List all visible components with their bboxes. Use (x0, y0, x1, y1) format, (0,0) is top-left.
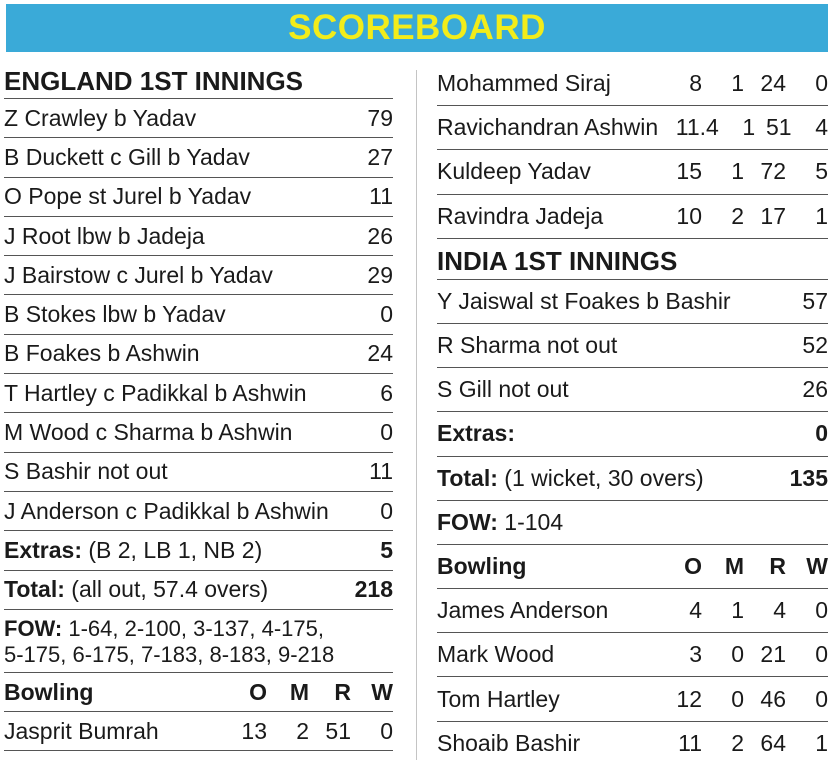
overs-header: O (684, 552, 702, 579)
left-column (4, 62, 393, 751)
runs-header: R (769, 552, 786, 579)
batsman-name: J Anderson c Padikkal b Ashwin (4, 497, 329, 524)
bowler-name: Mark Wood (437, 641, 555, 668)
batting-row (4, 335, 393, 374)
bowler-maidens: 2 (731, 729, 744, 756)
scoreboard-title: SCOREBOARD (6, 4, 828, 52)
bowling-header (4, 673, 393, 712)
extras-label: Extras: (4, 536, 82, 563)
batsman-name: O Pope st Jurel b Yadav (4, 183, 252, 210)
wickets-header: W (371, 678, 393, 705)
fow-label: FOW: (437, 508, 498, 535)
bowler-wickets: 1 (815, 202, 828, 229)
extras-row (4, 531, 393, 570)
batsman-runs: 26 (802, 376, 828, 403)
bowling-label: Bowling (4, 678, 94, 705)
batsman-name: J Bairstow c Jurel b Yadav (4, 261, 273, 288)
bowler-runs: 24 (760, 70, 786, 97)
bowler-overs: 4 (689, 597, 702, 624)
india-innings-heading: INDIA 1ST INNINGS (437, 239, 828, 280)
bowler-name: Kuldeep Yadav (437, 158, 591, 185)
batsman-name: B Foakes b Ashwin (4, 340, 200, 367)
fow-label: FOW: (4, 615, 63, 641)
bowling-row (437, 677, 828, 721)
batsman-name: Z Crawley b Yadav (4, 104, 197, 131)
batsman-runs: 0 (380, 301, 393, 328)
batsman-name: J Root lbw b Jadeja (4, 222, 205, 249)
bowling-row (437, 150, 828, 194)
bowler-runs: 51 (766, 114, 792, 141)
extras-label: Extras: (437, 420, 515, 447)
bowler-runs: 64 (760, 729, 786, 756)
batsman-runs: 11 (369, 183, 393, 210)
bowler-runs: 72 (760, 158, 786, 185)
batsman-runs: 79 (367, 104, 393, 131)
bowling-row (437, 589, 828, 633)
bowling-label: Bowling (437, 552, 527, 579)
batting-row (4, 217, 393, 256)
bowler-overs: 10 (676, 202, 702, 229)
batsman-name: B Stokes lbw b Yadav (4, 301, 226, 328)
fow-line-2: 5-175, 6-175, 7-183, 8-183, 9-218 (4, 641, 335, 667)
bowler-maidens: 0 (731, 685, 744, 712)
bowler-overs: 11 (678, 729, 702, 756)
batsman-name: R Sharma not out (437, 332, 618, 359)
bowler-wickets: 5 (815, 158, 828, 185)
extras-value: 5 (380, 536, 393, 563)
fow-text: 1-104 (504, 508, 564, 535)
bowler-name: Ravindra Jadeja (437, 202, 604, 229)
extras-detail: (B 2, LB 1, NB 2) (88, 536, 263, 563)
bowling-row (437, 722, 828, 765)
batsman-name: T Hartley c Padikkal b Ashwin (4, 379, 307, 406)
bowler-wickets: 4 (815, 114, 828, 141)
batting-row (4, 413, 393, 452)
extras-value: 0 (815, 420, 828, 447)
batting-row (4, 99, 393, 138)
batsman-runs: 6 (380, 379, 393, 406)
bowler-overs: 3 (689, 641, 702, 668)
bowler-name: Mohammed Siraj (437, 70, 611, 97)
bowler-name: Shoaib Bashir (437, 729, 581, 756)
batsman-name: S Bashir not out (4, 458, 168, 485)
batsman-runs: 11 (369, 458, 393, 485)
bowler-wickets: 0 (815, 641, 828, 668)
fall-of-wickets (4, 610, 393, 673)
batsman-name: S Gill not out (437, 376, 569, 403)
batting-row (437, 280, 828, 324)
england-innings-heading: ENGLAND 1ST INNINGS (4, 62, 393, 99)
maidens-header: M (724, 552, 744, 579)
batsman-runs: 26 (367, 222, 393, 249)
bowling-row (437, 195, 828, 239)
batting-row (4, 453, 393, 492)
bowler-maidens: 1 (731, 597, 744, 624)
bowler-overs: 15 (676, 158, 702, 185)
batting-row (4, 138, 393, 177)
bowler-maidens: 0 (731, 641, 744, 668)
bowler-wickets: 0 (815, 685, 828, 712)
total-detail: (1 wicket, 30 overs) (504, 464, 704, 491)
total-value: 135 (789, 464, 828, 491)
bowler-overs: 13 (241, 717, 267, 744)
bowling-header (437, 545, 828, 589)
bowling-row (4, 712, 393, 751)
bowler-overs: 12 (676, 685, 702, 712)
batsman-name: M Wood c Sharma b Ashwin (4, 419, 293, 446)
bowler-overs: 8 (689, 70, 702, 97)
bowler-maidens: 1 (731, 158, 744, 185)
batting-row (4, 256, 393, 295)
batsman-name: Y Jaiswal st Foakes b Bashir (437, 287, 731, 314)
batsman-runs: 52 (802, 332, 828, 359)
total-row (4, 571, 393, 610)
column-divider (416, 70, 417, 760)
bowler-name: Jasprit Bumrah (4, 717, 159, 744)
total-label: Total: (4, 576, 65, 603)
bowler-name: James Anderson (437, 597, 609, 624)
bowler-maidens: 2 (731, 202, 744, 229)
runs-header: R (334, 678, 351, 705)
total-label: Total: (437, 464, 498, 491)
total-value: 218 (354, 576, 393, 603)
batsman-runs: 24 (367, 340, 393, 367)
maidens-header: M (289, 678, 309, 705)
bowler-wickets: 0 (815, 70, 828, 97)
right-column (437, 62, 828, 765)
overs-header: O (249, 678, 267, 705)
bowler-runs: 21 (760, 641, 786, 668)
bowling-row (437, 106, 828, 150)
bowler-maidens: 1 (731, 70, 744, 97)
bowler-name: Ravichandran Ashwin (437, 114, 659, 141)
batsman-runs: 0 (380, 497, 393, 524)
total-detail: (all out, 57.4 overs) (71, 576, 269, 603)
bowling-row (437, 62, 828, 106)
batsman-name: B Duckett c Gill b Yadav (4, 143, 250, 170)
batsman-runs: 0 (380, 419, 393, 446)
batting-row (4, 178, 393, 217)
extras-row (437, 412, 828, 456)
bowler-name: Tom Hartley (437, 685, 560, 712)
batting-row (437, 368, 828, 412)
batting-row (4, 295, 393, 334)
bowling-row (437, 633, 828, 677)
batting-row (437, 324, 828, 368)
batsman-runs: 57 (802, 287, 828, 314)
bowler-wickets: 0 (815, 597, 828, 624)
bowler-maidens: 1 (742, 114, 756, 141)
bowler-maidens: 2 (296, 717, 309, 744)
bowler-runs: 17 (760, 202, 786, 229)
total-row (437, 457, 828, 501)
batting-row (4, 492, 393, 531)
bowler-runs: 4 (773, 597, 786, 624)
bowler-wickets: 0 (380, 717, 393, 744)
bowler-wickets: 1 (815, 729, 828, 756)
bowler-runs: 46 (760, 685, 786, 712)
batting-row (4, 374, 393, 413)
fow-line-1: 1-64, 2-100, 3-137, 4-175, (68, 615, 324, 641)
bowler-overs: 11.4 (675, 114, 719, 141)
fall-of-wickets (437, 501, 828, 545)
batsman-runs: 27 (367, 143, 393, 170)
batsman-runs: 29 (367, 261, 393, 288)
wickets-header: W (806, 552, 828, 579)
bowler-runs: 51 (325, 717, 351, 744)
